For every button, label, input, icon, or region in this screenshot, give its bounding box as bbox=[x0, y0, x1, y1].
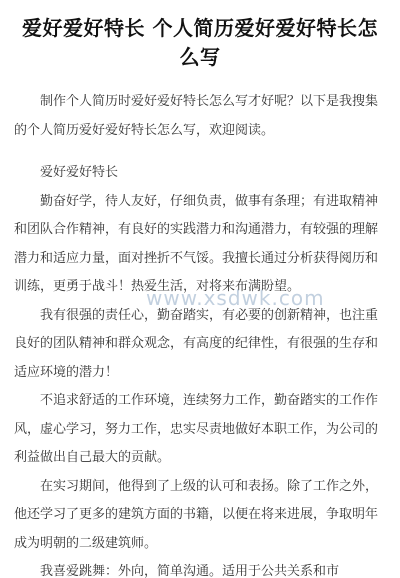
paragraph-5: 我喜爱跳舞：外向，简单沟通。适用于公共关系和市 bbox=[40, 564, 340, 578]
section-subheading: 爱好爱好特长 bbox=[40, 165, 119, 180]
paragraph-1: 勤奋好学，待人友好，仔细负责，做事有条理；有进取精神和团队合作精神，有良好的实践潜力和沟通潜力，有较强的理解潜力和适应力量，面对挫折不气馁。我擅长通过分析获得阅历和训练，更勇于战斗！热爱生活，对将来布满盼望。 bbox=[14, 193, 379, 294]
site-watermark: www.xsdwk.com bbox=[146, 286, 325, 310]
intro-paragraph: 制作个人简历时爱好爱好特长怎么写才好呢？以下是我搜集的个人简历爱好爱好特长怎么写，欢迎阅读。 bbox=[14, 94, 379, 138]
paragraph-4: 在实习期间，他得到了上级的认可和表扬。除了工作之外，他还学习了更多的建筑方面的书籍，以便在将来进展，争取明年成为明朝的二级建筑师。 bbox=[14, 478, 379, 551]
document-body bbox=[0, 72, 400, 578]
paragraph-3: 不追求舒适的工作环境，连续努力工作，勤奋踏实的工作作风，虚心学习，努力工作，忠实尽责地做好本职工作，为公司的利益做出自己最大的贡献。 bbox=[14, 393, 379, 465]
document-title: 爱好爱好特长 个人简历爱好爱好特长怎么写 bbox=[22, 16, 378, 69]
paragraph-2: 我有很强的责任心，勤奋踏实，有必要的创新精神，也注重良好的团队精神和群众观念，有高度的纪律性，有很强的生存和适应环境的潜力！ bbox=[14, 307, 379, 380]
